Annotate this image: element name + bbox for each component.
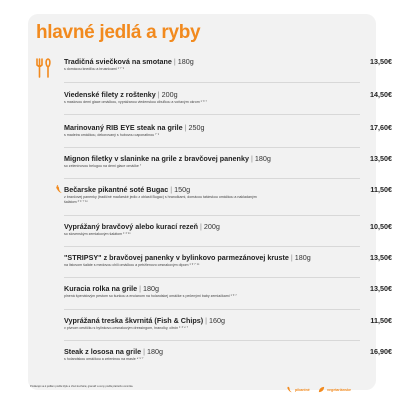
legend-vegetarian-label: vegetariánske xyxy=(327,387,351,392)
item-weight: 200g xyxy=(203,222,220,231)
item-price: 17,60€ xyxy=(370,123,392,132)
divider xyxy=(64,246,360,247)
item-price: 11,50€ xyxy=(370,316,392,325)
item-weight: 180g xyxy=(177,57,194,66)
chili-icon xyxy=(286,386,293,393)
item-price: 13,50€ xyxy=(370,253,392,262)
menu-item: Kuracia rolka na grile | 180g plnená špenátovým pestom so šunkou a encianom na holandskej omáčke s pečenými baby zemiačkami ¹˙³˙⁷ 13,50€ xyxy=(64,284,392,298)
menu-item: "STRIPSY" z bravčovej panenky v bylinkovo parmezánovej kruste | 180g na listovom šaláte s medovou chili omáčkou a petržlenovo cesnakovým dipom ¹˙³˙⁷˙¹⁰ 13,50€ xyxy=(64,253,392,267)
legend-vegetarian xyxy=(318,386,351,393)
item-price: 14,50€ xyxy=(370,90,392,99)
item-name: Tradičná sviečková na smotane xyxy=(64,57,172,66)
item-name: Steak z lososa na grile xyxy=(64,347,142,356)
item-price: 13,50€ xyxy=(370,284,392,293)
item-name: Kuracia rolka na grile xyxy=(64,284,138,293)
item-name: Mignon filetky v slaninke na grile z bravčovej panenky xyxy=(64,154,249,163)
divider xyxy=(64,340,360,341)
item-name: Marinovaný RIB EYE steak na grile xyxy=(64,123,183,132)
divider xyxy=(64,114,360,115)
menu-item: Bečarske pikantné soté Bugac | 150g z bravčovej panenky (tradičné maďarské jedlo z oblasti Bugac) s hranolkami, domácou tatárskou omáčkou a nakladaným šalátom ³˙⁶˙⁷˙¹⁰ 11,50€ xyxy=(64,185,392,205)
menu-item: Mignon filetky v slaninke na grile z bravčovej panenky | 180g so zelenínovou belugou na demi glace omáčke ⁷ 13,50€ xyxy=(64,154,392,168)
divider xyxy=(64,309,360,310)
item-price: 13,50€ xyxy=(370,154,392,163)
item-price: 10,50€ xyxy=(370,222,392,231)
menu-item: Vyprážaná treska škvrnitá (Fish & Chips) | 160g v pivnom cestíčku s bylinkovo-cesnakovým dressingom, hranolky, citrón ¹˙³˙⁴˙⁷ 11,50€ xyxy=(64,316,392,330)
item-price: 11,50€ xyxy=(370,185,392,194)
item-weight: 180g xyxy=(142,284,159,293)
legend-spicy xyxy=(286,386,310,393)
item-name: Vyprážaná treska škvrnitá (Fish & Chips) xyxy=(64,316,204,325)
legend-spicy-label: pikantné xyxy=(295,387,310,392)
item-description: s domácou knedľou a brusnicami ¹˙⁷˙⁹ xyxy=(64,67,125,71)
menu-item: Steak z lososa na grile | 180g s holandskou omáčkou a zeleninou na masle ⁴˙⁵˙⁷ 16,90€ xyxy=(64,347,392,361)
item-weight: 250g xyxy=(188,123,205,132)
divider xyxy=(64,215,360,216)
item-weight: 180g xyxy=(254,154,271,163)
item-description: z bravčovej panenky (tradičné maďarské jedlo z oblasti Bugac) s hranolkami, domácou tatárskou omáčkou a nakladaným šalátom ³˙⁶˙⁷˙¹⁰ xyxy=(64,195,257,205)
item-description: s holandskou omáčkou a zeleninou na masle ⁴˙⁵˙⁷ xyxy=(64,357,144,361)
item-name: "STRIPSY" z bravčovej panenky v bylinkovo parmezánovej kruste xyxy=(64,253,289,262)
item-description: v pivnom cestíčku s bylinkovo-cesnakovým dressingom, hranolky, citrón ¹˙³˙⁴˙⁷ xyxy=(64,326,189,330)
item-weight: 160g xyxy=(209,316,226,325)
item-description: s madeira omáčkou, dekorovaný s hubovou caponatinou ⁷˙⁹ xyxy=(64,133,160,137)
menu-item: Tradičná sviečková na smotane | 180g s domácou knedľou a brusnicami ¹˙⁷˙⁹ 13,50€ xyxy=(64,57,392,71)
item-description: so slovenským zemiakovým šalátom ¹˙³˙¹⁰ xyxy=(64,232,131,236)
menu-item: Marinovaný RIB EYE steak na grile | 250g s madeira omáčkou, dekorovaný s hubovou caponatinou ⁷˙⁹ 17,60€ xyxy=(64,123,392,137)
item-description: s maslovou demi glace omáčkou, vyprážanou viedenskou cibuľkou a voňavým okrom ¹˙³˙⁷ xyxy=(64,100,207,104)
item-name: Viedenské filety z roštenky xyxy=(64,90,156,99)
item-weight: 180g xyxy=(294,253,311,262)
divider xyxy=(64,147,360,148)
item-name: Bečarske pikantné soté Bugac xyxy=(64,185,169,194)
divider xyxy=(64,178,360,179)
item-weight: 180g xyxy=(146,347,163,356)
item-weight: 200g xyxy=(161,90,178,99)
menu-item: Vyprážaný bravčový alebo kurací rezeň | 200g so slovenským zemiakovým šalátom ¹˙³˙¹⁰ 10,50€ xyxy=(64,222,392,236)
footer-note: Podávajú sa k jedlám podľa štýlu a chuti kuchára; gramáž a ceny podľa platného cenníka. xyxy=(30,385,134,388)
page-title: hlavné jedlá a ryby xyxy=(36,22,201,43)
cutlery-icon xyxy=(34,58,56,78)
item-description: na listovom šaláte s medovou chili omáčkou a petržlenovo cesnakovým dipom ¹˙³˙⁷˙¹⁰ xyxy=(64,263,200,267)
divider xyxy=(64,82,360,83)
divider xyxy=(64,277,360,278)
chili-icon xyxy=(55,185,63,194)
leaf-icon xyxy=(318,386,325,393)
menu-item: Viedenské filety z roštenky | 200g s maslovou demi glace omáčkou, vyprážanou viedenskou cibuľkou a voňavým okrom ¹˙³˙⁷ 14,50€ xyxy=(64,90,392,104)
item-description: plnená špenátovým pestom so šunkou a encianom na holandskej omáčke s pečenými baby zemiačkami ¹˙³˙⁷ xyxy=(64,294,237,298)
item-weight: 150g xyxy=(174,185,191,194)
item-name: Vyprážaný bravčový alebo kurací rezeň xyxy=(64,222,198,231)
item-description: so zelenínovou belugou na demi glace omáčke ⁷ xyxy=(64,164,142,168)
item-price: 16,90€ xyxy=(370,347,392,356)
item-price: 13,50€ xyxy=(370,57,392,66)
